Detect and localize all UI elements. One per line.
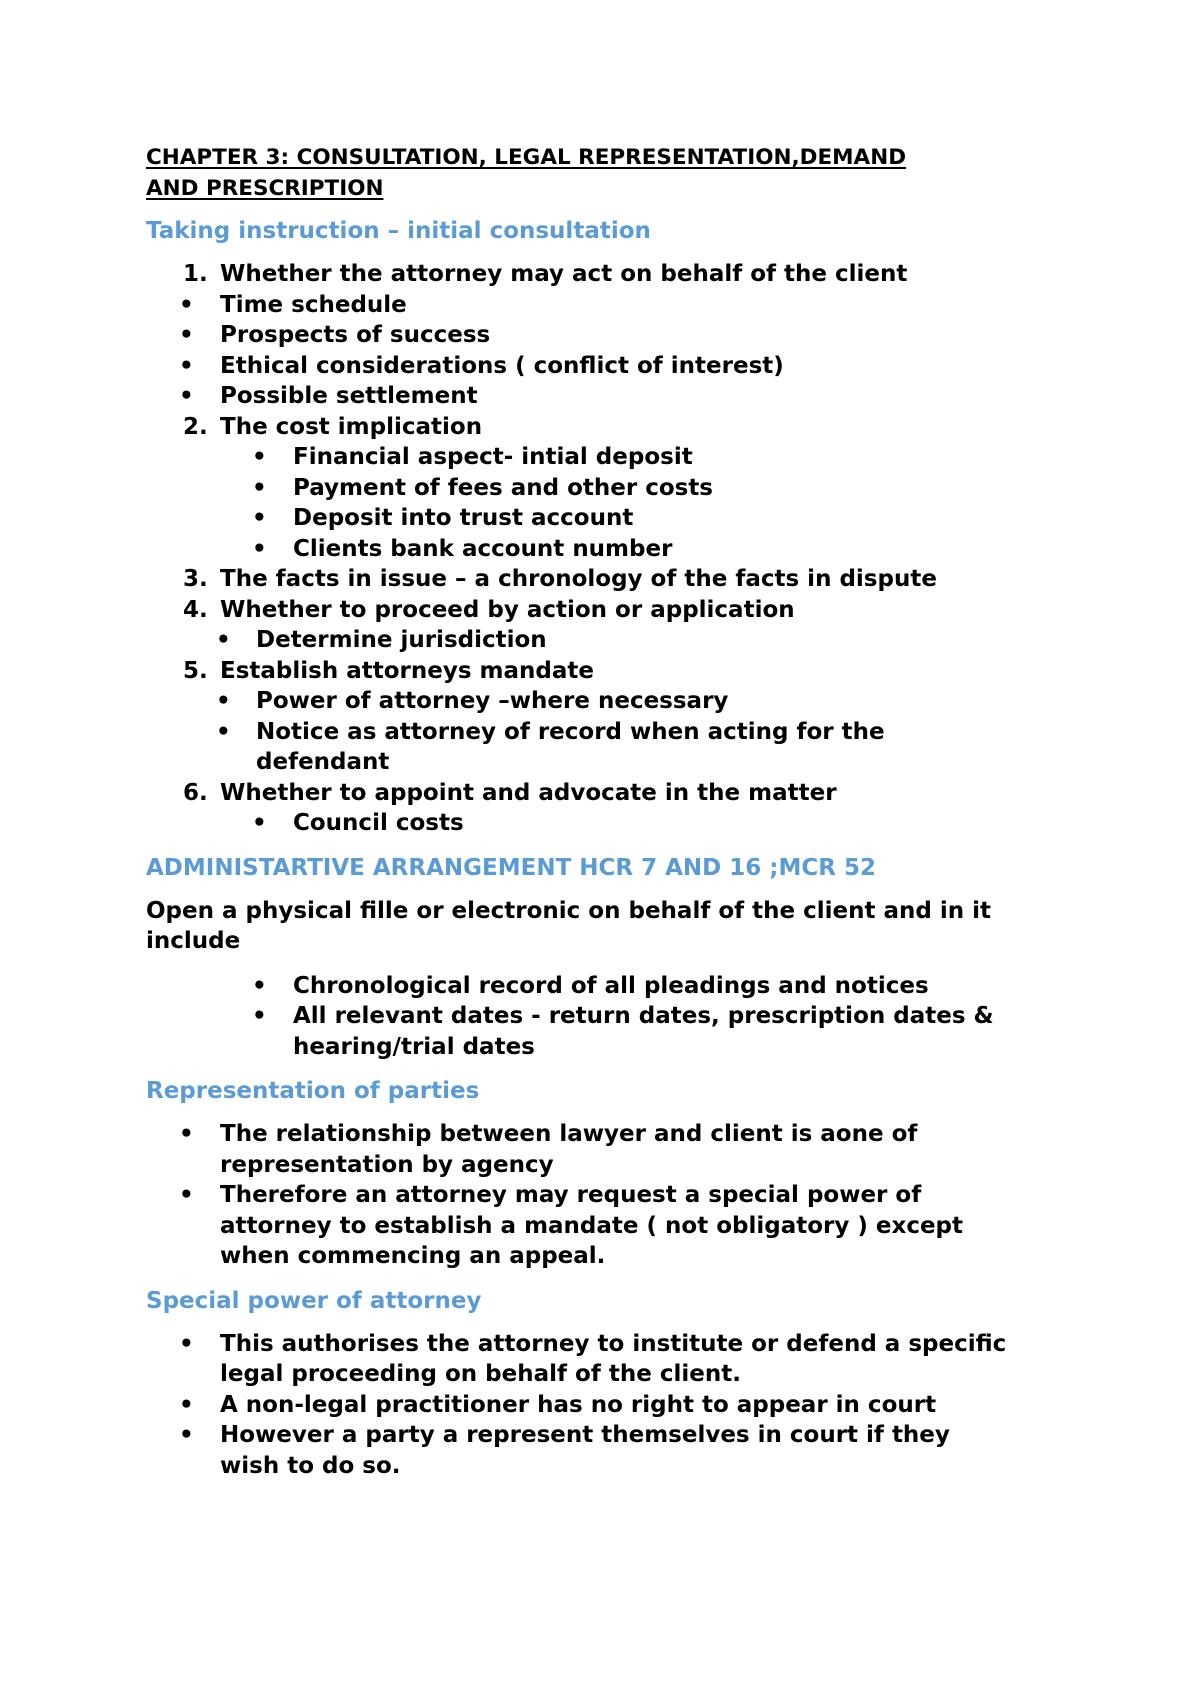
bullet-icon: • [252, 474, 267, 501]
item-text: wish to do so. [220, 1452, 401, 1479]
bullet-item [146, 534, 1076, 565]
section-heading-administrative-arrangement: ADMINISTARTIVE ARRANGEMENT HCR 7 AND 16 ;MCR 52 [146, 854, 876, 881]
item-text: Possible settlement [220, 383, 478, 409]
bullet-icon: • [179, 1391, 194, 1418]
bullet-icon: • [252, 972, 267, 999]
item-text: However a party a represent themselves in court if they [220, 1422, 950, 1448]
chapter-title-line: AND PRESCRIPTION [146, 176, 384, 201]
bullet-icon: • [179, 352, 194, 379]
bullet-icon: • [216, 718, 231, 745]
administrative-list [146, 971, 1076, 1063]
bullet-item [146, 381, 1076, 412]
numbered-item-6 [146, 778, 1076, 809]
bullet-item [146, 320, 1076, 351]
list-number: 6. [183, 779, 208, 806]
bullet-icon: • [179, 1330, 194, 1357]
item-text: Ethical considerations ( conflict of interest) [220, 352, 784, 379]
bullet-item [146, 1420, 1076, 1481]
list-number: 3. [183, 566, 208, 592]
administrative-paragraph [146, 896, 1076, 957]
item-text: Clients bank account number [293, 535, 673, 562]
section-heading-initial-consultation: Taking instruction – initial consultation [146, 218, 651, 244]
bullet-item [146, 442, 1076, 473]
bullet-item [146, 686, 1076, 717]
item-text: This authorises the attorney to institute or defend a specific [220, 1330, 1007, 1357]
bullet-item [146, 473, 1076, 504]
bullet-icon: • [179, 291, 194, 318]
item-text: legal proceeding on behalf of the client. [220, 1361, 741, 1387]
item-text: Notice as attorney of record when acting for the [256, 718, 885, 745]
bullet-item [146, 808, 1076, 839]
consultation-list [146, 259, 1076, 839]
numbered-item-4 [146, 595, 1076, 626]
item-text: hearing/trial dates [293, 1033, 535, 1060]
representation-list [146, 1119, 1076, 1272]
bullet-icon: • [179, 1422, 194, 1448]
item-text: when commencing an appeal. [220, 1243, 606, 1269]
numbered-item-1 [146, 259, 1076, 290]
bullet-item [146, 717, 1076, 778]
bullet-icon: • [252, 810, 267, 836]
bullet-item [146, 1390, 1076, 1421]
bullet-icon: • [179, 383, 194, 409]
list-number: 4. [183, 596, 208, 623]
item-text: A non-legal practitioner has no right to appear in court [220, 1391, 937, 1418]
item-text: Whether the attorney may act on behalf of the client [220, 261, 908, 287]
item-text: Deposit into trust account [293, 505, 634, 531]
item-text: Payment of fees and other costs [293, 474, 713, 501]
bullet-icon: • [252, 1003, 267, 1029]
item-text: Whether to appoint and advocate in the matter [220, 779, 837, 806]
item-text: Time schedule [220, 291, 407, 318]
item-text: Whether to proceed by action or application [220, 596, 795, 623]
item-text: Chronological record of all pleadings and notices [293, 972, 929, 999]
section-heading-representation-of-parties: Representation of parties [146, 1078, 480, 1104]
bullet-item [146, 351, 1076, 382]
item-text: Power of attorney –where necessary [256, 688, 729, 714]
bullet-icon: • [179, 1182, 194, 1208]
bullet-item [146, 971, 1076, 1002]
chapter-title [146, 142, 1076, 204]
paragraph-line: include [146, 928, 241, 954]
item-text: Financial aspect- intial deposit [293, 444, 693, 470]
bullet-item [146, 625, 1076, 656]
list-number: 5. [183, 657, 208, 684]
item-text: The relationship between lawyer and client is aone of [220, 1121, 918, 1147]
item-text: All relevant dates - return dates, prescription dates & [293, 1003, 994, 1029]
item-text: The cost implication [220, 413, 483, 440]
bullet-icon: • [216, 627, 231, 653]
bullet-item [146, 1180, 1076, 1272]
item-text: attorney to establish a mandate ( not obligatory ) except [220, 1212, 964, 1239]
item-text: Determine jurisdiction [256, 627, 547, 653]
numbered-item-3 [146, 564, 1076, 595]
document-page [146, 142, 1076, 1495]
bullet-icon: • [252, 505, 267, 531]
section-heading-special-power-of-attorney: Special power of attorney [146, 1287, 482, 1314]
bullet-icon: • [179, 1121, 194, 1147]
bullet-item [146, 1119, 1076, 1180]
item-text: defendant [256, 749, 390, 775]
list-number: 2. [183, 413, 208, 440]
bullet-item [146, 503, 1076, 534]
item-text: Prospects of success [220, 322, 491, 348]
numbered-item-5 [146, 656, 1076, 687]
bullet-item [146, 1329, 1076, 1390]
item-text: The facts in issue – a chronology of the facts in dispute [220, 566, 937, 592]
list-number: 1. [183, 261, 208, 287]
item-text: Therefore an attorney may request a special power of [220, 1182, 922, 1208]
item-text: Council costs [293, 810, 464, 836]
bullet-item [146, 290, 1076, 321]
item-text: representation by agency [220, 1151, 554, 1178]
bullet-icon: • [252, 444, 267, 470]
special-power-list [146, 1329, 1076, 1482]
chapter-title-line: CHAPTER 3: CONSULTATION, LEGAL REPRESENTATION,DEMAND [146, 145, 907, 170]
bullet-item [146, 1001, 1076, 1062]
bullet-icon: • [216, 688, 231, 714]
item-text: Establish attorneys mandate [220, 657, 594, 684]
bullet-icon: • [179, 322, 194, 348]
paragraph-line: Open a physical fille or electronic on behalf of the client and in it [146, 897, 992, 924]
bullet-icon: • [252, 535, 267, 562]
numbered-item-2 [146, 412, 1076, 443]
